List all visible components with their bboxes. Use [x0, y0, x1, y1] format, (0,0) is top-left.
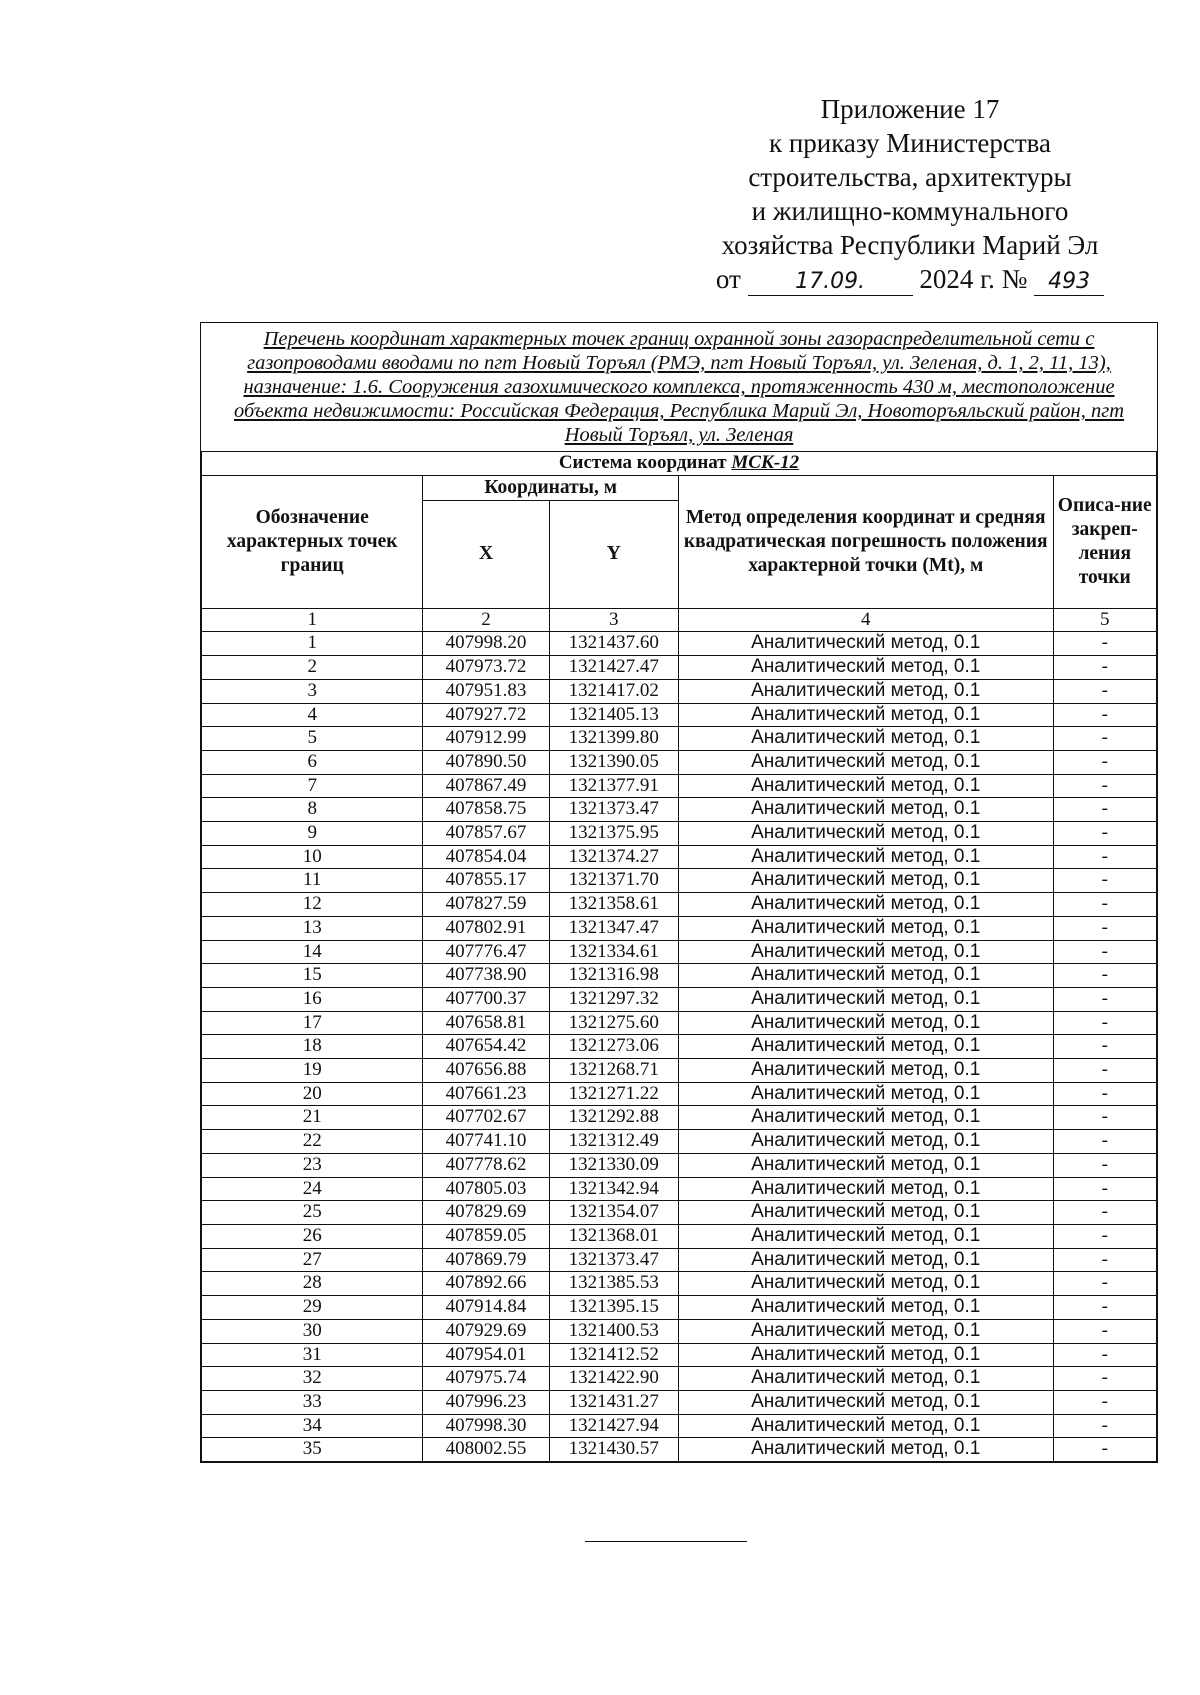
x-coordinate-cell: 407869.79 [423, 1248, 549, 1272]
method-cell: Аналитический метод, 0.1 [678, 1059, 1053, 1083]
coordinates-table [201, 451, 1157, 1462]
method-cell: Аналитический метод, 0.1 [678, 1153, 1053, 1177]
method-cell: Аналитический метод, 0.1 [678, 916, 1053, 940]
table-row [202, 869, 1157, 893]
method-cell: Аналитический метод, 0.1 [678, 1011, 1053, 1035]
point-number-cell: 23 [202, 1153, 423, 1177]
y-coordinate-cell: 1321316.98 [549, 964, 678, 988]
method-cell: Аналитический метод, 0.1 [678, 1438, 1053, 1462]
annex-line-2: к приказу Министерства [768, 128, 1052, 158]
y-coordinate-cell: 1321371.70 [549, 869, 678, 893]
y-coordinate-cell: 1321268.71 [549, 1059, 678, 1083]
x-coordinate-cell: 407996.23 [423, 1390, 549, 1414]
method-cell: Аналитический метод, 0.1 [678, 1367, 1053, 1391]
table-row [202, 1343, 1157, 1367]
x-coordinate-cell: 407778.62 [423, 1153, 549, 1177]
description-cell: - [1053, 798, 1157, 822]
y-coordinate-cell: 1321297.32 [549, 987, 678, 1011]
y-coordinate-cell: 1321373.47 [549, 798, 678, 822]
table-row [202, 1390, 1157, 1414]
point-number-cell: 1 [202, 632, 423, 656]
table-row [202, 1438, 1157, 1462]
y-coordinate-cell: 1321437.60 [549, 632, 678, 656]
table-row [202, 893, 1157, 917]
method-cell: Аналитический метод, 0.1 [678, 750, 1053, 774]
x-coordinate-cell: 407973.72 [423, 656, 549, 680]
y-coordinate-cell: 1321354.07 [549, 1201, 678, 1225]
method-cell: Аналитический метод, 0.1 [678, 1177, 1053, 1201]
method-cell: Аналитический метод, 0.1 [678, 1272, 1053, 1296]
description-cell: - [1053, 632, 1157, 656]
description-cell: - [1053, 1296, 1157, 1320]
point-number-cell: 5 [202, 727, 423, 751]
point-number-cell: 3 [202, 679, 423, 703]
y-coordinate-cell: 1321427.94 [549, 1414, 678, 1438]
y-coordinate-cell: 1321430.57 [549, 1438, 678, 1462]
point-number-cell: 27 [202, 1248, 423, 1272]
table-row [202, 798, 1157, 822]
point-number-cell: 32 [202, 1367, 423, 1391]
point-number-cell: 35 [202, 1438, 423, 1462]
point-number-cell: 26 [202, 1224, 423, 1248]
x-coordinate-cell: 407954.01 [423, 1343, 549, 1367]
x-coordinate-cell: 407700.37 [423, 987, 549, 1011]
coordinate-system-cell [202, 452, 1157, 476]
point-number-cell: 28 [202, 1272, 423, 1296]
handwritten-order-number: 493 [1034, 269, 1104, 296]
header-point: Обозначение характерных точек границ [202, 475, 423, 608]
method-cell: Аналитический метод, 0.1 [678, 1319, 1053, 1343]
description-cell: - [1053, 1130, 1157, 1154]
annex-header [700, 92, 1120, 296]
method-cell: Аналитический метод, 0.1 [678, 1106, 1053, 1130]
method-cell: Аналитический метод, 0.1 [678, 774, 1053, 798]
table-row [202, 940, 1157, 964]
description-cell: - [1053, 1153, 1157, 1177]
y-coordinate-cell: 1321395.15 [549, 1296, 678, 1320]
method-cell: Аналитический метод, 0.1 [678, 1296, 1053, 1320]
header-coords: Координаты, м [423, 475, 679, 500]
document-title: Перечень координат характерных точек границ охранной зоны газораспределительной сети с газопроводами вводами по пгт Новый Торъял (РМЭ, пгт Новый Торъял, ул. Зеленая, д. 1, 2, 11, 13), назначение: 1.6. Сооружения газохимического комплекса, протяженность 430 м, местоположение объекта недвижимости: Российская Федерация, Республика Марий Эл, Новоторъяльский район, пгт Новый Торъял, ул. Зеленая [233, 328, 1125, 446]
date-prefix: от [715, 264, 741, 294]
y-coordinate-cell: 1321399.80 [549, 727, 678, 751]
method-cell: Аналитический метод, 0.1 [678, 964, 1053, 988]
x-coordinate-cell: 407951.83 [423, 679, 549, 703]
column-number-row [202, 608, 1157, 632]
method-cell: Аналитический метод, 0.1 [678, 727, 1053, 751]
y-coordinate-cell: 1321412.52 [549, 1343, 678, 1367]
point-number-cell: 29 [202, 1296, 423, 1320]
x-coordinate-cell: 407929.69 [423, 1319, 549, 1343]
x-coordinate-cell: 407661.23 [423, 1082, 549, 1106]
description-cell: - [1053, 916, 1157, 940]
y-coordinate-cell: 1321405.13 [549, 703, 678, 727]
date-year: 2024 г. № [919, 264, 1028, 294]
table-row [202, 987, 1157, 1011]
description-cell: - [1053, 1106, 1157, 1130]
x-coordinate-cell: 407854.04 [423, 845, 549, 869]
method-cell: Аналитический метод, 0.1 [678, 987, 1053, 1011]
x-coordinate-cell: 407858.75 [423, 798, 549, 822]
description-cell: - [1053, 656, 1157, 680]
description-cell: - [1053, 1319, 1157, 1343]
x-coordinate-cell: 407805.03 [423, 1177, 549, 1201]
method-cell: Аналитический метод, 0.1 [678, 1343, 1053, 1367]
description-cell: - [1053, 1272, 1157, 1296]
table-row [202, 1224, 1157, 1248]
method-cell: Аналитический метод, 0.1 [678, 1390, 1053, 1414]
method-cell: Аналитический метод, 0.1 [678, 656, 1053, 680]
point-number-cell: 15 [202, 964, 423, 988]
description-cell: - [1053, 893, 1157, 917]
table-row [202, 750, 1157, 774]
table-row [202, 1153, 1157, 1177]
y-coordinate-cell: 1321373.47 [549, 1248, 678, 1272]
column-number: 1 [202, 608, 423, 632]
description-cell: - [1053, 845, 1157, 869]
x-coordinate-cell: 407702.67 [423, 1106, 549, 1130]
description-cell: - [1053, 869, 1157, 893]
y-coordinate-cell: 1321400.53 [549, 1319, 678, 1343]
annex-line-3: строительства, архитектуры [748, 162, 1072, 192]
y-coordinate-cell: 1321385.53 [549, 1272, 678, 1296]
table-row [202, 1106, 1157, 1130]
description-cell: - [1053, 1248, 1157, 1272]
header-description: Описа-ние закреп-ления точки [1053, 475, 1157, 608]
x-coordinate-cell: 407658.81 [423, 1011, 549, 1035]
column-number: 2 [423, 608, 549, 632]
point-number-cell: 24 [202, 1177, 423, 1201]
description-cell: - [1053, 1390, 1157, 1414]
y-coordinate-cell: 1321417.02 [549, 679, 678, 703]
x-coordinate-cell: 407912.99 [423, 727, 549, 751]
point-number-cell: 2 [202, 656, 423, 680]
x-coordinate-cell: 407892.66 [423, 1272, 549, 1296]
description-cell: - [1053, 987, 1157, 1011]
table-row [202, 916, 1157, 940]
y-coordinate-cell: 1321374.27 [549, 845, 678, 869]
y-coordinate-cell: 1321312.49 [549, 1130, 678, 1154]
y-coordinate-cell: 1321368.01 [549, 1224, 678, 1248]
annex-line-5: хозяйства Республики Марий Эл [721, 230, 1099, 260]
description-cell: - [1053, 703, 1157, 727]
y-coordinate-cell: 1321422.90 [549, 1367, 678, 1391]
y-coordinate-cell: 1321347.47 [549, 916, 678, 940]
method-cell: Аналитический метод, 0.1 [678, 893, 1053, 917]
coordinate-system-row [202, 452, 1157, 476]
coordinates-document-frame [200, 322, 1158, 1463]
description-cell: - [1053, 1367, 1157, 1391]
point-number-cell: 17 [202, 1011, 423, 1035]
coordinate-system-label: Система координат [558, 452, 727, 473]
table-row [202, 1059, 1157, 1083]
description-cell: - [1053, 679, 1157, 703]
table-row [202, 727, 1157, 751]
description-cell: - [1053, 1059, 1157, 1083]
table-row [202, 1177, 1157, 1201]
description-cell: - [1053, 1082, 1157, 1106]
table-row [202, 1367, 1157, 1391]
y-coordinate-cell: 1321358.61 [549, 893, 678, 917]
x-coordinate-cell: 407656.88 [423, 1059, 549, 1083]
annex-date-line [700, 262, 1120, 296]
description-cell: - [1053, 1035, 1157, 1059]
method-cell: Аналитический метод, 0.1 [678, 1201, 1053, 1225]
point-number-cell: 9 [202, 822, 423, 846]
point-number-cell: 4 [202, 703, 423, 727]
annex-line-4: и жилищно-коммунального [751, 196, 1069, 226]
method-cell: Аналитический метод, 0.1 [678, 1035, 1053, 1059]
footer-rule [585, 1541, 747, 1542]
method-cell: Аналитический метод, 0.1 [678, 822, 1053, 846]
method-cell: Аналитический метод, 0.1 [678, 869, 1053, 893]
table-row [202, 656, 1157, 680]
description-cell: - [1053, 1011, 1157, 1035]
table-row [202, 774, 1157, 798]
table-row [202, 1082, 1157, 1106]
point-number-cell: 10 [202, 845, 423, 869]
table-row [202, 845, 1157, 869]
method-cell: Аналитический метод, 0.1 [678, 632, 1053, 656]
y-coordinate-cell: 1321431.27 [549, 1390, 678, 1414]
x-coordinate-cell: 407829.69 [423, 1201, 549, 1225]
x-coordinate-cell: 407867.49 [423, 774, 549, 798]
x-coordinate-cell: 407890.50 [423, 750, 549, 774]
table-row [202, 1296, 1157, 1320]
x-coordinate-cell: 407859.05 [423, 1224, 549, 1248]
method-cell: Аналитический метод, 0.1 [678, 1082, 1053, 1106]
x-coordinate-cell: 407827.59 [423, 893, 549, 917]
y-coordinate-cell: 1321330.09 [549, 1153, 678, 1177]
point-number-cell: 20 [202, 1082, 423, 1106]
point-number-cell: 7 [202, 774, 423, 798]
point-number-cell: 13 [202, 916, 423, 940]
point-number-cell: 33 [202, 1390, 423, 1414]
description-cell: - [1053, 940, 1157, 964]
table-row [202, 1319, 1157, 1343]
description-cell: - [1053, 750, 1157, 774]
table-row [202, 1272, 1157, 1296]
x-coordinate-cell: 407914.84 [423, 1296, 549, 1320]
column-number: 3 [549, 608, 678, 632]
y-coordinate-cell: 1321334.61 [549, 940, 678, 964]
y-coordinate-cell: 1321390.05 [549, 750, 678, 774]
method-cell: Аналитический метод, 0.1 [678, 1130, 1053, 1154]
point-number-cell: 14 [202, 940, 423, 964]
x-coordinate-cell: 407776.47 [423, 940, 549, 964]
table-row [202, 632, 1157, 656]
y-coordinate-cell: 1321375.95 [549, 822, 678, 846]
table-row [202, 1011, 1157, 1035]
handwritten-date: 17.09. [748, 269, 913, 296]
table-row [202, 964, 1157, 988]
y-coordinate-cell: 1321273.06 [549, 1035, 678, 1059]
method-cell: Аналитический метод, 0.1 [678, 798, 1053, 822]
description-cell: - [1053, 822, 1157, 846]
method-cell: Аналитический метод, 0.1 [678, 940, 1053, 964]
coordinate-system-name: МСК-12 [731, 452, 800, 473]
column-number: 4 [678, 608, 1053, 632]
y-coordinate-cell: 1321275.60 [549, 1011, 678, 1035]
x-coordinate-cell: 407998.20 [423, 632, 549, 656]
x-coordinate-cell: 407738.90 [423, 964, 549, 988]
x-coordinate-cell: 407802.91 [423, 916, 549, 940]
x-coordinate-cell: 407927.72 [423, 703, 549, 727]
x-coordinate-cell: 407857.67 [423, 822, 549, 846]
x-coordinate-cell: 407975.74 [423, 1367, 549, 1391]
method-cell: Аналитический метод, 0.1 [678, 1224, 1053, 1248]
table-row [202, 822, 1157, 846]
table-row [202, 1130, 1157, 1154]
x-coordinate-cell: 407741.10 [423, 1130, 549, 1154]
point-number-cell: 18 [202, 1035, 423, 1059]
table-row [202, 1248, 1157, 1272]
column-number: 5 [1053, 608, 1157, 632]
description-cell: - [1053, 964, 1157, 988]
point-number-cell: 11 [202, 869, 423, 893]
table-row [202, 1201, 1157, 1225]
point-number-cell: 19 [202, 1059, 423, 1083]
description-cell: - [1053, 727, 1157, 751]
method-cell: Аналитический метод, 0.1 [678, 845, 1053, 869]
header-x: X [423, 500, 549, 608]
x-coordinate-cell: 407654.42 [423, 1035, 549, 1059]
description-cell: - [1053, 1224, 1157, 1248]
point-number-cell: 12 [202, 893, 423, 917]
method-cell: Аналитический метод, 0.1 [678, 679, 1053, 703]
annex-line-1: Приложение 17 [820, 94, 1000, 124]
y-coordinate-cell: 1321271.22 [549, 1082, 678, 1106]
point-number-cell: 8 [202, 798, 423, 822]
point-number-cell: 16 [202, 987, 423, 1011]
description-cell: - [1053, 774, 1157, 798]
point-number-cell: 30 [202, 1319, 423, 1343]
y-coordinate-cell: 1321292.88 [549, 1106, 678, 1130]
description-cell: - [1053, 1438, 1157, 1462]
point-number-cell: 34 [202, 1414, 423, 1438]
table-row [202, 679, 1157, 703]
method-cell: Аналитический метод, 0.1 [678, 1248, 1053, 1272]
header-method: Метод определения координат и средняя квадратическая погрешность положения характерной точки (Mt), м [678, 475, 1053, 608]
point-number-cell: 21 [202, 1106, 423, 1130]
description-cell: - [1053, 1177, 1157, 1201]
table-row [202, 703, 1157, 727]
y-coordinate-cell: 1321377.91 [549, 774, 678, 798]
header-row-1 [202, 475, 1157, 500]
point-number-cell: 31 [202, 1343, 423, 1367]
point-number-cell: 6 [202, 750, 423, 774]
y-coordinate-cell: 1321427.47 [549, 656, 678, 680]
point-number-cell: 22 [202, 1130, 423, 1154]
description-cell: - [1053, 1201, 1157, 1225]
method-cell: Аналитический метод, 0.1 [678, 1414, 1053, 1438]
x-coordinate-cell: 407998.30 [423, 1414, 549, 1438]
table-row [202, 1414, 1157, 1438]
x-coordinate-cell: 408002.55 [423, 1438, 549, 1462]
point-number-cell: 25 [202, 1201, 423, 1225]
method-cell: Аналитический метод, 0.1 [678, 703, 1053, 727]
description-cell: - [1053, 1343, 1157, 1367]
description-cell: - [1053, 1414, 1157, 1438]
header-y: Y [549, 500, 678, 608]
y-coordinate-cell: 1321342.94 [549, 1177, 678, 1201]
table-row [202, 1035, 1157, 1059]
x-coordinate-cell: 407855.17 [423, 869, 549, 893]
